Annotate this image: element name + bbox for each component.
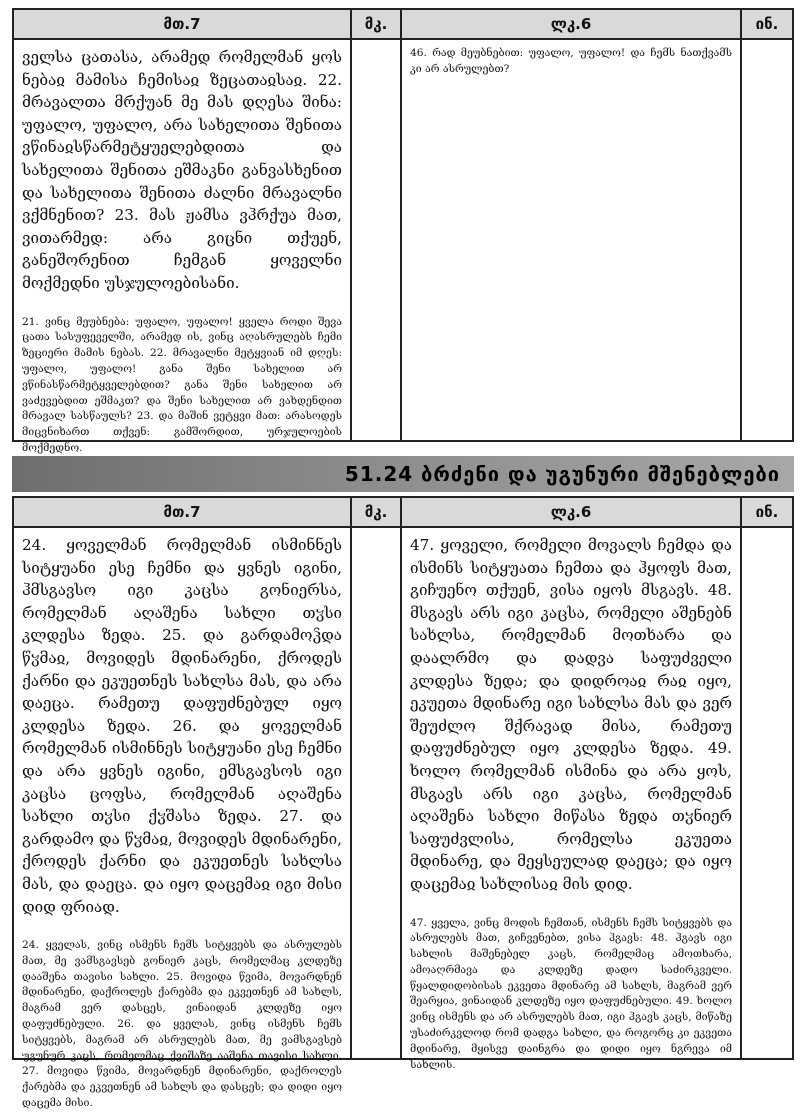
matthew-old-text: ველსა ცათასა, არამედ რომელმან ყოს ნებაჲ მამისა ჩემისაჲ ზეცათაჲსაჲ. 22. მრავალთა მრქუან მე მას დღესა შინა: უფალო, უფალო, არა სახელითა შენითა ვწინაჲსწარმეტყუელებდითა და სახელითა შენითა ეშმაკნი განვასხენით და სახელითა შენითა ძალნი მრავალნი ვქმნენით? 23. მას ჟამსა ვჰრქუა მათ, ვითარმედ: არა გიცნი თქუენ, განეშორენით ჩემგან ყოველნი მოქმედნი უსჯულოებისანი. [22,48,342,292]
luke-column [402,40,742,442]
luke-modern-text: 47. ყველა, ვინც მოდის ჩემთან, ისმენს ჩემს სიტყვებს და ასრულებს მათ, გიჩვენებთ, ვისა ჰგავს: 48. ჰგავს იგი სახლის მაშენებელ კაცს, რომელმაც ამოთხარა, ამოაღრმავა და კლდეზე დადო საძირკველი. წყალდიდობისას ეკვეთა მდინარე ამ სახლს, მაგრამ ვერ შეარყია, ვინაიდან კლდეზე იყო დაფუძნებული. 49. ხოლო ვინც ისმენს და არ ასრულებს მათ, იგი ჰგავს კაცს, მიწაზე უსაძირკვლოდ რომ დადგა სახლი, და როგორც კი ეკვეთა მდინარე, მყისვე დაინგრა და დიდი იყო ნგრევა იმ სახლის. [410,916,732,1071]
luke-column [402,528,742,1071]
section-title: 51.24 ბრძენი და უგუნური მშენებლები [344,462,780,486]
header-mark: მკ. [352,498,402,526]
passage-table-bottom [12,496,794,1110]
matthew-modern-text: 24. ყველას, ვინც ისმენს ჩემს სიტყვებს და ასრულებს მათ, მე ვამსგავსებ გონიერ კაცს, რომელმაც კლდეზე დააშენა თავისი სახლი. 25. მოვიდა წვიმა, მოვარდნენ მდინარენი, დაქროლეს ქარებმა და ეკვეთნენ ამ სახლს, მაგრამ ვერ დასცეს, ვინაიდან კლდეზე იყო დაფუძნებული. 26. და ყველას, ვინც ისმენს ჩემს სიტყვებს, მაგრამ არ ასრულებს მათ, მე ვამსგავსებ უგუნურ კაცს, რომელმაც ქვიშაზე ააშენა თავისი სახლი. 27. მოვიდა წვიმა, მოვარდნენ მდინარენი, დაქროლეს ქარებმა და ეკვეთნენ ამ სახლს და დასცეს; და დიდი იყო დაცემა მისი. [22,939,342,1110]
john-column [742,40,792,442]
header-matthew: მთ.7 [14,498,352,526]
header-mark: მკ. [352,10,402,38]
passage-table-top [12,8,794,454]
section-banner [12,456,794,492]
matthew-modern-text: 21. ვინც მეუბნება: უფალო, უფალო! ყველა როდი შევა ცათა სასუფეველში, არამედ ის, ვინც აღასრულებს ჩემი ზეციერი მამის ნებას. 22. მრავალნი მეტყვიან იმ დღეს: უფალო, უფალო! განა შენი სახელით არ ვწინასწარმეტყველებდით? განა შენი სახელით არ ვაძევებდით ეშმაკთ? და შენი სახელით არ ვახდენდით მრავალ სასწაულს? 23. და მაშინ ვეტყვი მათ: არასოდეს მიცვნიხართ თქვენ: გამშორდით, ურჯულოების მოქმედნო. [22,315,342,454]
column-header-row [14,498,792,528]
matthew-column [14,528,352,1110]
header-luke: ლკ.6 [402,10,742,38]
header-matthew: მთ.7 [14,10,352,38]
header-john: ინ. [755,15,779,33]
header-john: ინ. [755,503,779,521]
matthew-column [14,40,352,454]
mark-column [352,40,402,442]
mark-column [352,528,402,1060]
luke-modern-text: 46. რად მეუბნებით: უფალო, უფალო! და ჩემს ნათქვამს კი არ ასრულებთ? [410,47,732,75]
matthew-old-text: 24. ყოველმან რომელმან ისმინნეს სიტყუანი ესე ჩემნი და ყვნეს იგინი, ჰმსგავსო იგი კაცსა გონიერსა, რომელმან აღაშენა სახლი თჳსი კლდესა ზედა. 25. და გარდამოჴდა წჳმაჲ, მოვიდეს მდინარენი, ქროდეს ქარნი და ეკუეთნეს სახლსა მას, და არა დაეცა. რამეთუ დაფუძნებულ იყო კლდესა ზედა. 26. და ყოველმან რომელმან ისმინნეს სიტყუანი ესე ჩემნი და არა ყვნეს იგინი, ემსგავსოს იგი კაცსა ცოფსა, რომელმან აღაშენა სახლი თჳსი ქჳშასა ზედა. 27. და გარდამო და წჳმაჲ, მოვიდეს მდინარენი, ქროდეს ქარნი და ეკუეთნეს სახლსა მას, და დაეცა. და იყო დაცემაჲ იგი მისი დიდ ფრიად. [22,536,342,916]
luke-old-text: 47. ყოველი, რომელი მოვალს ჩემდა და ისმინს სიტყუათა ჩემთა და ჰყოფს მათ, გიჩუენო თქუენ, ვისა იყოს მსგავს. 48. მსგავს არს იგი კაცსა, რომელი აშენებნ სახლსა, რომელმან მოთხარა და დაალრმო და დადვა საფუძველი კლდესა ზედა; და დიდროაჲ რაჲ იყო, ეკუეთა მდინარე იგი სახლსა მას და ვერ შეუძლო შქრავად მისა, რამეთუ დაფუძნებულ იყო კლდესა ზედა. 49. ხოლო რომელმან ისმინა და არა ყოს, მსგავს არს იგი კაცსა, რომელმან აღაშენა სახლი მიწასა ზედა თჳნიერ საფუძვლისა, რომელსა ეკუეთა მდინარე, და მეყსეულად დაეცა; და იყო დაცემაჲ სახლისაჲ მის დიდ. [410,536,732,893]
column-header-row [14,10,792,40]
header-luke: ლკ.6 [402,498,742,526]
john-column [742,528,792,1060]
